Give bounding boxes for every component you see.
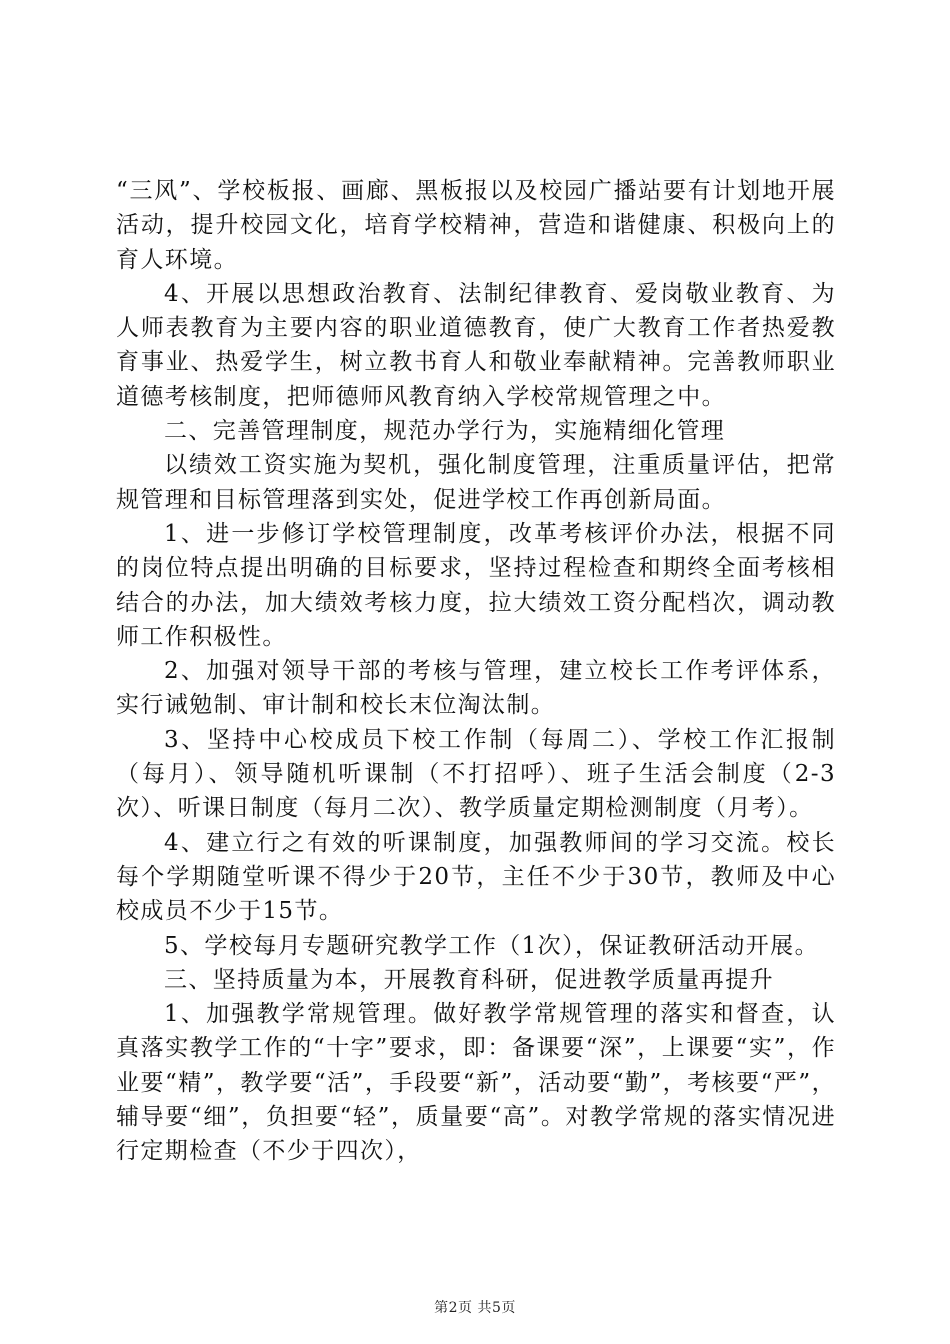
paragraph-management-intro: 以绩效工资实施为契机，强化制度管理，注重质量评估，把常规管理和目标管理落到实处，促进学校工作再创新局面。: [116, 452, 836, 513]
paragraph-teaching-routine: 1、加强教学常规管理。做好教学常规管理的落实和督查，认真落实教学工作的“十字”要求，即：备课要“深”，上课要“实”，作业要“精”，教学要“活”，手段要“新”，活动要“勤”，考核要“严”，辅导要“细”，负担要“轻”，质量要“高”。对教学常规的落实情况进行定期检查（不少于四次），: [116, 1001, 836, 1165]
paragraph-monthly-research: 5、学校每月专题研究教学工作（1次），保证教研活动开展。: [164, 932, 819, 959]
paragraph-school-culture: “三风”、学校板报、画廊、黑板报以及校园广播站要有计划地开展活动，提升校园文化，培育学校精神，营造和谐健康、积极向上的育人环境。: [116, 178, 836, 273]
document-body: [116, 174, 836, 1169]
section-heading-management: 二、完善管理制度，规范办学行为，实施精细化管理: [164, 418, 726, 445]
paragraph-lesson-observation: 4、建立行之有效的听课制度，加强教师间的学习交流。校长每个学期随堂听课不得少于20节，主任不少于30节，教师及中心校成员不少于15节。: [116, 829, 836, 925]
paragraph-work-rules: 3、坚持中心校成员下校工作制（每周二）、学校工作汇报制（每月）、领导随机听课制（不打招呼）、班子生活会制度（2-3次）、听课日制度（每月二次）、教学质量定期检测制度（月考）。: [116, 726, 836, 822]
page-number-footer: 第2页 共5页: [434, 1300, 516, 1316]
paragraph-ethics-education: 4、开展以思想政治教育、法制纪律教育、爱岗敬业教育、为人师表教育为主要内容的职业道德教育，使广大教育工作者热爱教育事业、热爱学生，树立教书育人和敬业奉献精神。完善教师职业道德考核制度，把师德师风教育纳入学校常规管理之中。: [116, 280, 836, 410]
section-heading-quality: 三、坚持质量为本，开展教育科研，促进教学质量再提升: [164, 966, 774, 993]
paragraph-leader-assessment: 2、加强对领导干部的考核与管理，建立校长工作考评体系，实行诫勉制、审计制和校长末位淘汰制。: [116, 658, 836, 719]
paragraph-revise-system: 1、进一步修订学校管理制度，改革考核评价办法，根据不同的岗位特点提出明确的目标要求，坚持过程检查和期终全面考核相结合的办法，加大绩效考核力度，拉大绩效工资分配档次，调动教师工作积极性。: [116, 520, 836, 650]
